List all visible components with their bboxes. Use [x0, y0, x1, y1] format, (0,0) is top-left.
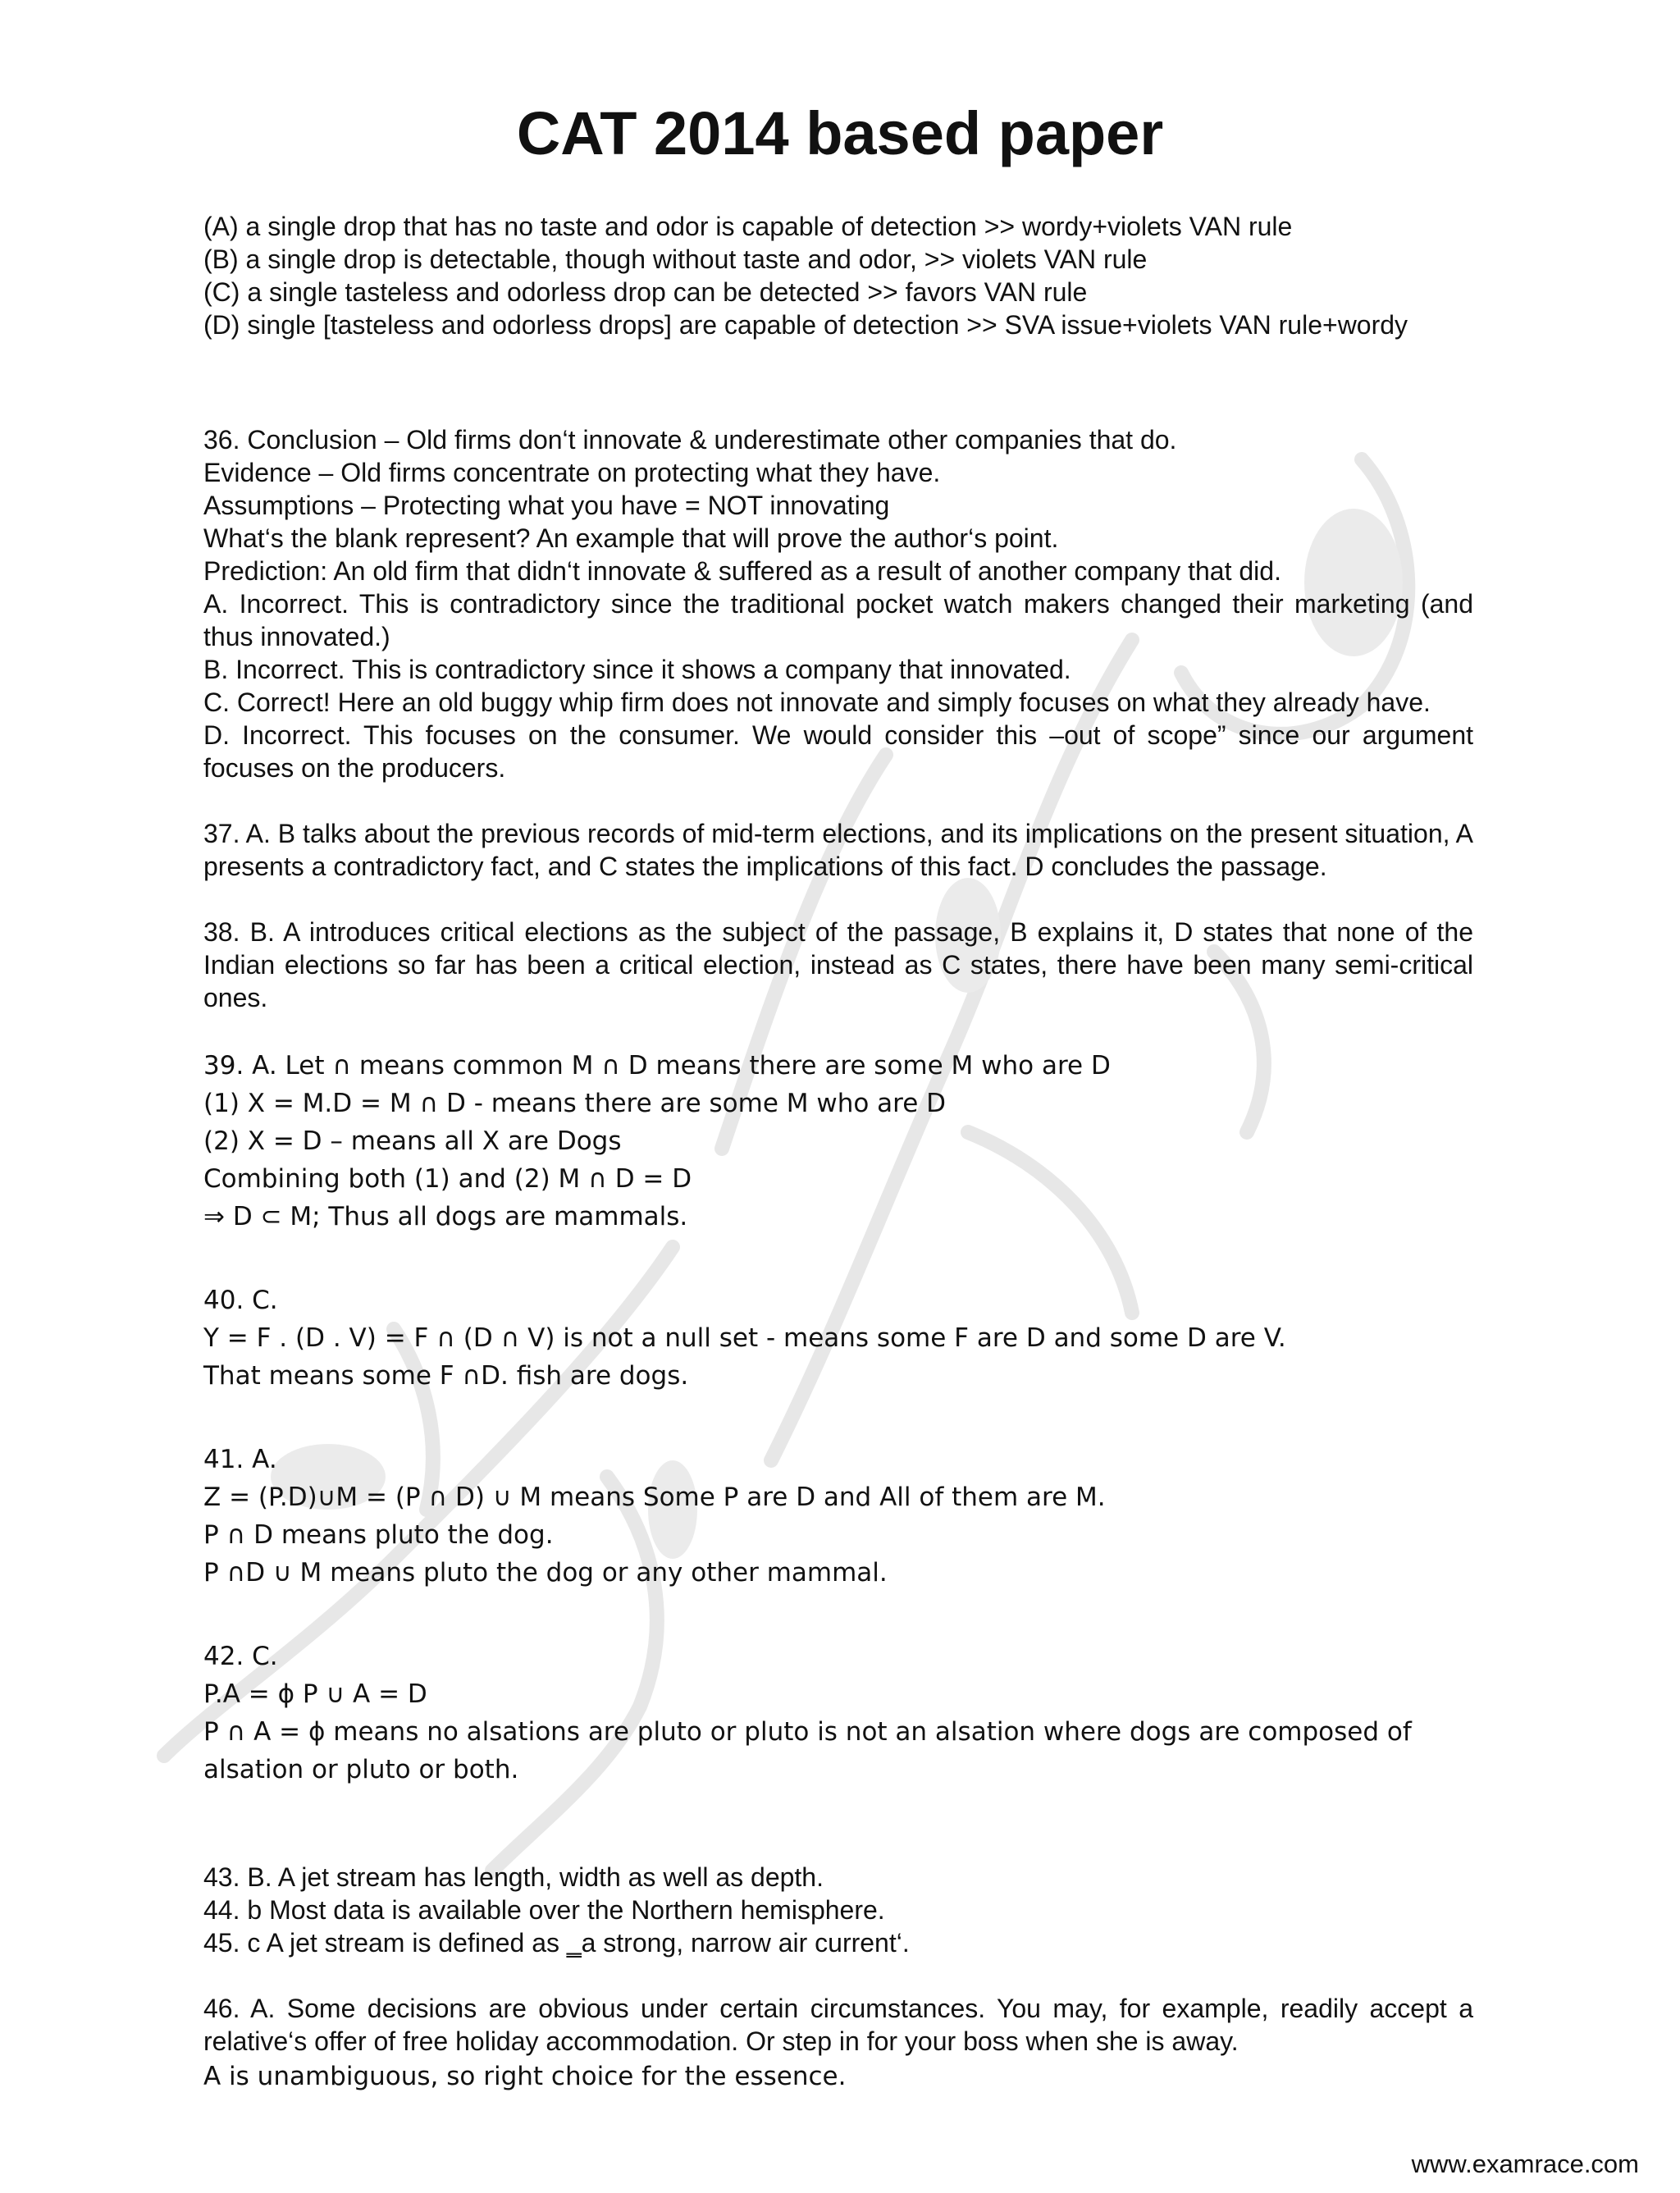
option-c: (C) a single tasteless and odorless drop can be detected >> favors VAN rule	[203, 277, 1088, 307]
q36-option-a: A. Incorrect. This is contradictory since the traditional pocket watch makers changed their marketing (and thus innovated.)	[203, 589, 1473, 651]
question-36	[203, 423, 1473, 784]
q41-line-1: 41. A.	[203, 1445, 277, 1474]
q41-line-2: Z = (P.D)∪M = (P ∩ D) ∪ M means Some P are D and All of them are M.	[203, 1483, 1106, 1512]
q39-line-5: ⇒ D ⊂ M; Thus all dogs are mammals.	[203, 1202, 688, 1231]
question-38: 38. B. A introduces critical elections as the subject of the passage, B explains it, D states that none of the Indian elections so far has been a critical election, instead as C states, there have been many semi-critical ones.	[203, 917, 1473, 1012]
question-39	[203, 1047, 1473, 1236]
q39-line-3: (2) X = D – means all X are Dogs	[203, 1126, 622, 1156]
question-46: 46. A. Some decisions are obvious under certain circumstances. You may, for example, readily accept a relative‘s offer of free holiday accommodation. Or step in for your boss when she is away.	[203, 1994, 1473, 2056]
q39-line-4: Combining both (1) and (2) M ∩ D = D	[203, 1164, 692, 1194]
option-d: (D) single [tasteless and odorless drops] are capable of detection >> SVA issue+violets VAN rule+wordy	[203, 310, 1408, 340]
questions-43-45	[203, 1861, 1473, 1959]
option-a: (A) a single drop that has no taste and odor is capable of detection >> wordy+violets VAN rule	[203, 212, 1293, 241]
q36-option-d: D. Incorrect. This focuses on the consumer. We would consider this –out of scope” since our argument focuses on the producers.	[203, 720, 1473, 783]
question-37: 37. A. B talks about the previous records of mid-term elections, and its implications on the present situation, A presents a contradictory fact, and C states the implications of this fact. D concludes the passage.	[203, 819, 1473, 881]
page-title: CAT 2014 based paper	[516, 99, 1164, 167]
q42-line-3: P ∩ A = ɸ means no alsations are pluto or pluto is not an alsation where dogs are composed of alsation or pluto or both.	[203, 1717, 1412, 1784]
q36-conclusion: 36. Conclusion – Old firms don‘t innovate & underestimate other companies that do.	[203, 425, 1177, 455]
question-40	[203, 1282, 1473, 1395]
q36-assumptions: Assumptions – Protecting what you have = NOT innovating	[203, 491, 890, 520]
q40-line-1: 40. C.	[203, 1286, 278, 1315]
q36-option-c: C. Correct! Here an old buggy whip firm does not innovate and simply focuses on what they already have.	[203, 688, 1431, 717]
q42-line-1: 42. C.	[203, 1642, 278, 1671]
document-body	[203, 210, 1473, 2095]
q36-prediction: Prediction: An old firm that didn‘t innovate & suffered as a result of another company that did.	[203, 556, 1281, 586]
question-41	[203, 1441, 1473, 1592]
q39-line-2: (1) X = M.D = M ∩ D - means there are some M who are D	[203, 1089, 947, 1118]
q36-option-b: B. Incorrect. This is contradictory since it shows a company that innovated.	[203, 655, 1071, 684]
q36-blank: What‘s the blank represent? An example that will prove the author‘s point.	[203, 523, 1059, 553]
option-b: (B) a single drop is detectable, though without taste and odor, >> violets VAN rule	[203, 244, 1148, 274]
q40-line-3: That means some F ∩D. fish are dogs.	[203, 1361, 689, 1391]
question-42	[203, 1638, 1473, 1789]
footer-url: www.examrace.com	[1411, 2150, 1639, 2178]
q46-conclusion: A is unambiguous, so right choice for the essence.	[203, 2062, 847, 2091]
q41-line-4: P ∩D ∪ M means pluto the dog or any other mammal.	[203, 1558, 888, 1588]
q42-line-2: P.A = ɸ P ∪ A = D	[203, 1679, 427, 1709]
q36-evidence: Evidence – Old firms concentrate on protecting what they have.	[203, 458, 941, 487]
q41-line-3: P ∩ D means pluto the dog.	[203, 1520, 554, 1550]
q44: 44. b Most data is available over the Northern hemisphere.	[203, 1895, 885, 1925]
q43: 43. B. A jet stream has length, width as well as depth.	[203, 1862, 824, 1892]
answer-options	[203, 210, 1473, 341]
q39-line-1: 39. A. Let ∩ means common M ∩ D means there are some M who are D	[203, 1051, 1111, 1081]
q45: 45. c A jet stream is defined as ‗a strong, narrow air current‘.	[203, 1928, 910, 1958]
q40-line-2: Y = F . (D . V) = F ∩ (D ∩ V) is not a null set - means some F are D and some D are V.	[203, 1323, 1286, 1353]
